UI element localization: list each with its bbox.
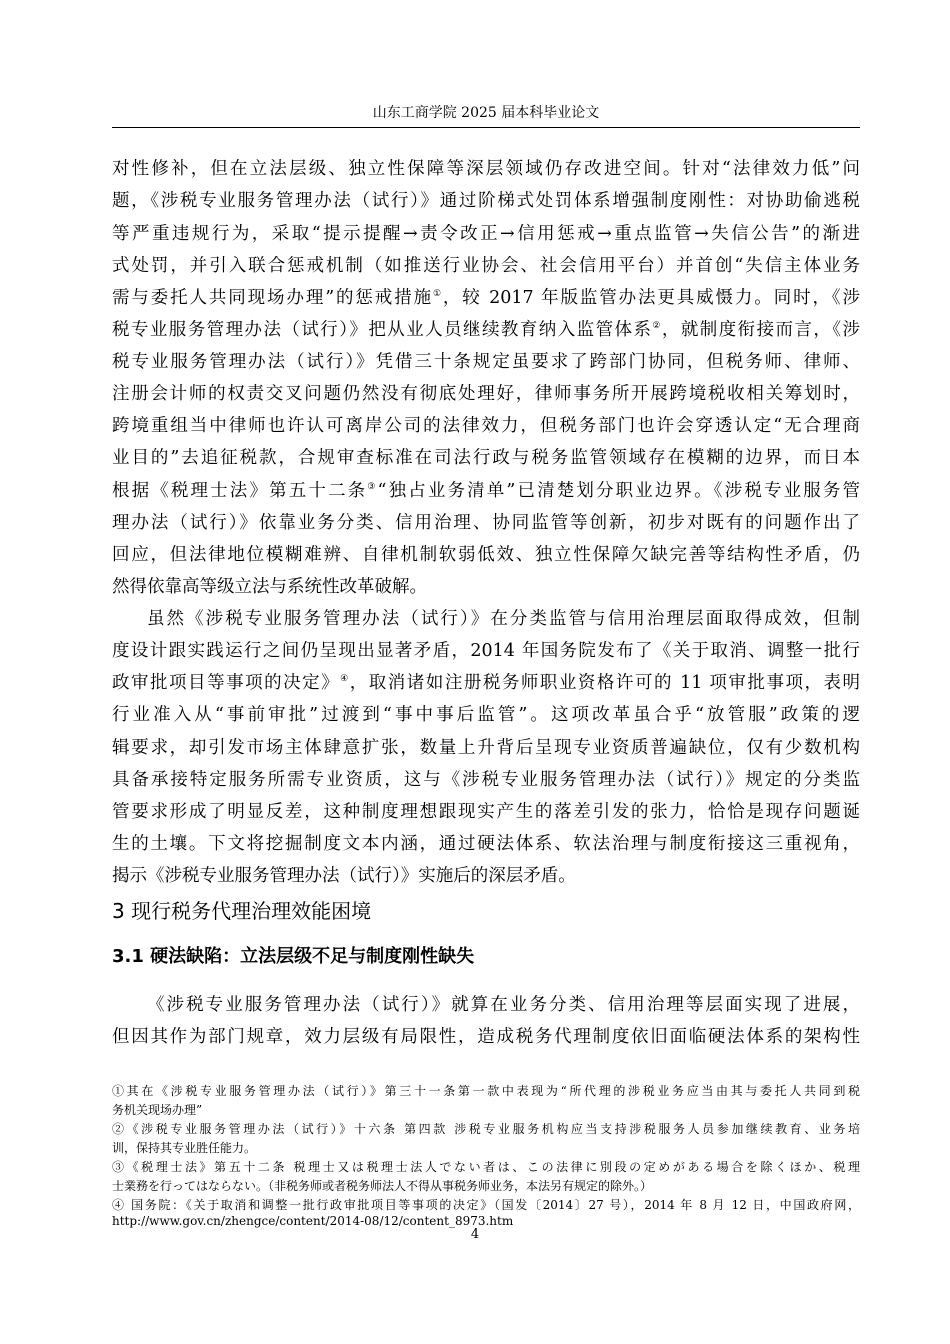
text-line: 《涉税专业服务管理办法（试行）》就算在业务分类、信用治理等层面实现了进展， [147, 995, 860, 1015]
text-line: 生的土壤。下文将挖掘制度文本内涵，通过硬法体系、软法治理与制度衔接这三重视角， [112, 834, 860, 854]
header-rule [112, 127, 860, 128]
text-line: 跨境重组当中律师也许认可离岸公司的法律效力，但税务部门也许会穿透认定“无合理商 [112, 416, 860, 436]
text-line: 然得依靠高等级立法与系统性改革破解。 [112, 577, 427, 597]
footnote-marker: ④ [340, 674, 350, 685]
running-header: 山东工商学院 2025 届本科毕业论文 [372, 105, 600, 121]
text-line: 理办法（试行）》依靠业务分类、信用治理、协同监管等创新，初步对既有的问题作出了 [112, 513, 860, 533]
footnote-line: ③《税理士法》第五十二条 税理士又は税理士法人でない者は、この法律に別段の定めがある場合を除くほか、税理 [112, 1160, 860, 1174]
footnote-line: 训，保持其专业胜任能力。 [112, 1141, 257, 1155]
text-line: 税专业服务管理办法（试行）》凭借三十条规定虽要求了跨部门协同，但税务师、律师、 [112, 352, 860, 372]
footnote-marker: ① [432, 289, 443, 300]
text-line: 具备承接特定服务所需专业资质，这与《涉税专业服务管理办法（试行）》规定的分类监 [112, 770, 860, 790]
text-line: 揭示《涉税专业服务管理办法（试行）》实施后的深层矛盾。 [112, 866, 576, 886]
text-line: 辑要求，却引发市场主体肆意扩张，数量上升背后呈现专业资质普遍缺位，仅有少数机构 [112, 738, 860, 758]
text-line: 行业准入从“事前审批”过渡到“事中事后监管”。这项改革虽合乎“放管服”政策的逻 [112, 705, 860, 725]
footnote-marker: ③ [367, 482, 378, 493]
footnote-line: ②《涉税专业服务管理办法（试行）》十六条 第四款 涉税专业服务机构应当支持涉税服务人员参加继续教育、业务培 [112, 1122, 860, 1136]
footnote-line: 士業務を行ってはならない。（非税务师或者税务师法人不得从事税务师业务，本法另有规定的除外。） [112, 1179, 653, 1193]
subsection-heading: 3.1 硬法缺陷：立法层级不足与制度刚性缺失 [112, 946, 475, 967]
text-line: 注册会计师的权责交叉问题仍然没有彻底处理好，律师事务所开展跨境税收相关筹划时， [112, 384, 860, 404]
text-line: 根据《税理士法》第五十二条③“独占业务清单”已清楚划分职业边界。《涉税专业服务管 [112, 481, 861, 501]
text-line: 虽然《涉税专业服务管理办法（试行）》在分类监管与信用治理层面取得成效，但制 [147, 609, 860, 629]
text-line: 题，《涉税专业服务管理办法（试行）》通过阶梯式处罚体系增强制度刚性：对协助偷逃税 [112, 191, 860, 211]
text-line: 但因其作为部门规章，效力层级有局限性，造成税务代理制度依旧面临硬法体系的架构性 [112, 1027, 860, 1047]
text-line: 等严重违规行为，采取“提示提醒→责令改正→信用惩戒→重点监管→失信公告”的渐进 [112, 224, 860, 244]
text-line: 税专业服务管理办法（试行）》把从业人员继续教育纳入监管体系②，就制度衔接而言，《涉 [112, 320, 861, 340]
text-line: 政审批项目等事项的决定》④，取消诸如注册税务师职业资格许可的 11 项审批事项，表明 [112, 673, 861, 693]
text-line: 业目的”去追征税款，合规审查标准在司法行政与税务监管领域存在模糊的边界，而日本 [112, 448, 860, 468]
footnote-marker: ② [652, 321, 662, 332]
footnote-line: ④ 国务院：《关于取消和调整一批行政审批项目等事项的决定》（国发〔2014〕27 号），2014 年 8 月 12 日，中国政府网， [112, 1198, 860, 1212]
footnote-line: 务机关现场办理” [112, 1103, 203, 1117]
section-heading: 3 现行税务代理治理效能困境 [112, 899, 372, 923]
page-number: 4 [470, 1227, 480, 1242]
text-line: 需与委托人共同现场办理”的惩戒措施①，较 2017 年版监管办法更具威慑力。同时，《涉 [112, 288, 860, 308]
footnote-line: ①其在《涉税专业服务管理办法（试行）》第三十一条第一款中表现为“所代理的涉税业务应当由其与委托人共同到税 [112, 1084, 860, 1098]
text-line: 度设计跟实践运行之间仍呈现出显著矛盾，2014 年国务院发布了《关于取消、调整一批行 [112, 641, 860, 661]
text-line: 式处罚，并引入联合惩戒机制（如推送行业协会、社会信用平台）并首创“失信主体业务 [112, 256, 860, 276]
text-line: 对性修补，但在立法层级、独立性保障等深层领域仍存改进空间。针对“法律效力低”问 [112, 159, 860, 179]
footnote-link[interactable]: http://www.gov.cn/zhengce/content/2014-08/12/content_8973.htm [112, 1214, 514, 1228]
text-line: 管要求形成了明显反差，这种制度理想跟现实产生的落差引发的张力，恰恰是现存问题诞 [112, 802, 860, 822]
text-line: 回应，但法律地位模糊难辨、自律机制软弱低效、独立性保障欠缺完善等结构性矛盾，仍 [112, 545, 860, 565]
